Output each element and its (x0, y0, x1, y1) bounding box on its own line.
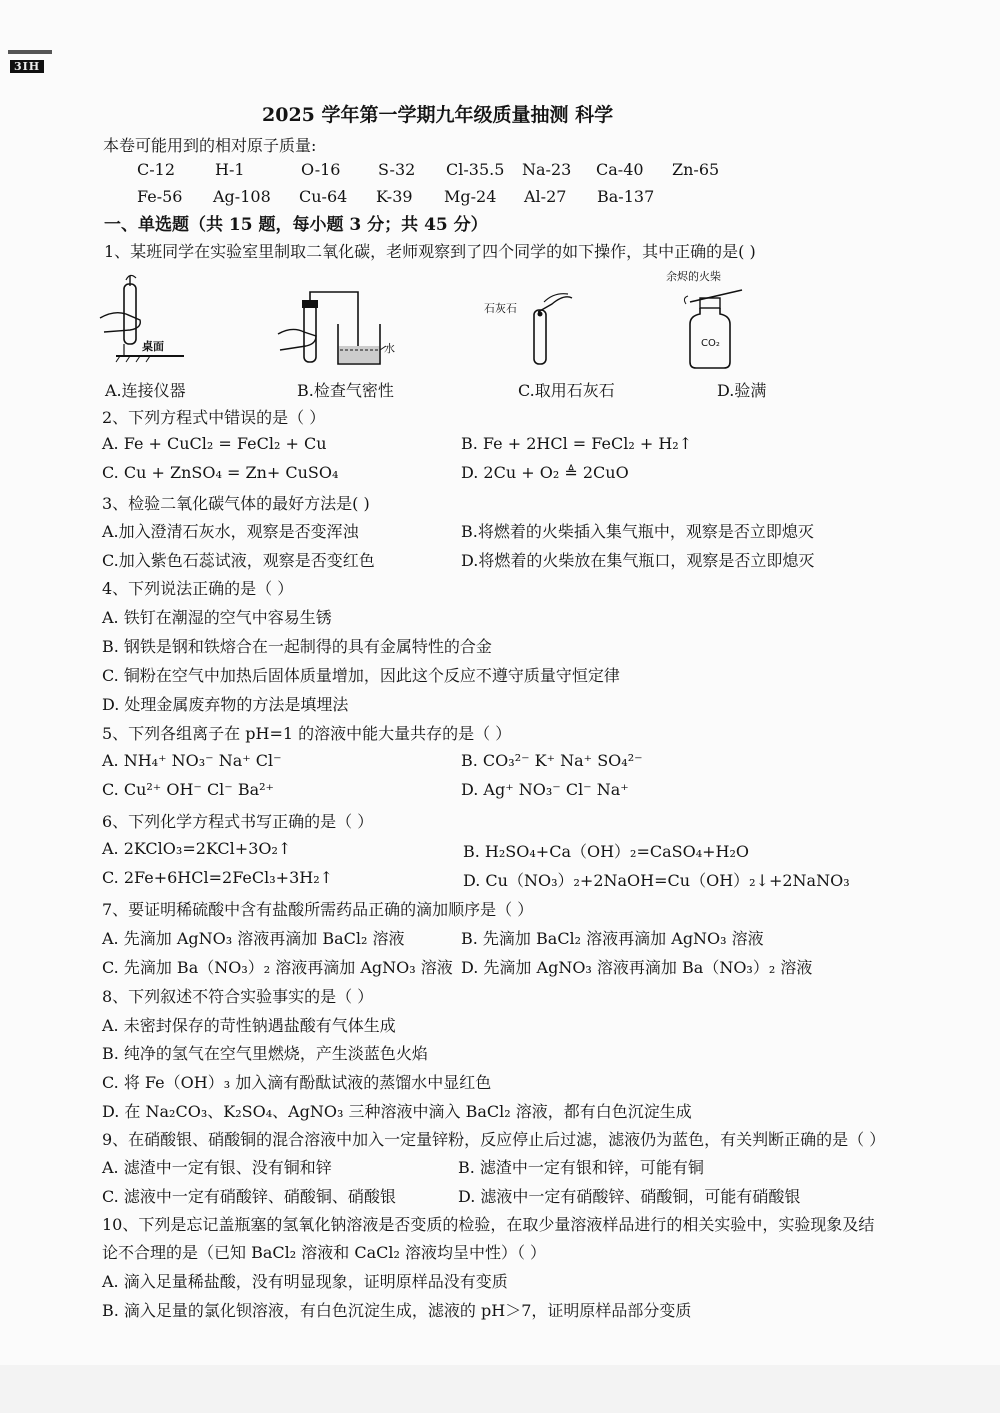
q6-option-b[interactable]: B. H₂SO₄+Ca（OH）₂=CaSO₄+H₂O (463, 842, 750, 861)
mass-item: Na-23 (522, 160, 572, 179)
q5-option-c[interactable]: C. Cu²⁺ OH⁻ Cl⁻ Ba²⁺ (102, 780, 274, 799)
q1-option-d[interactable]: D.验满 (717, 381, 767, 400)
q4-option-d[interactable]: D. 处理金属废弃物的方法是填埋法 (102, 695, 349, 714)
q8-option-d[interactable]: D. 在 Na₂CO₃、K₂SO₄、AgNO₃ 三种溶液中滴入 BaCl₂ 溶液，都有白色沉淀生成 (102, 1102, 692, 1121)
q7-option-c[interactable]: C. 先滴加 Ba（NO₃）₂ 溶液再滴加 AgNO₃ 溶液 (102, 958, 453, 977)
q4-option-a[interactable]: A. 铁钉在潮湿的空气中容易生锈 (102, 608, 332, 627)
q3-option-a[interactable]: A.加入澄清石灰水，观察是否变浑浊 (102, 522, 359, 541)
atomic-masses-label: 本卷可能用到的相对原子质量: (103, 136, 317, 155)
q7-option-d[interactable]: D. 先滴加 AgNO₃ 溶液再滴加 Ba（NO₃）₂ 溶液 (461, 958, 813, 977)
section-heading: 一、单选题（共 15 题，每小题 3 分；共 45 分） (104, 215, 488, 235)
q6-option-a[interactable]: A. 2KClO₃=2KCl+3O₂↑ (102, 839, 292, 858)
q3-option-d[interactable]: D.将燃着的火柴放在集气瓶口，观察是否立即熄灭 (461, 551, 815, 570)
mass-item: Mg-24 (444, 187, 497, 206)
question-7-stem: 7、要证明稀硫酸中含有盐酸所需药品正确的滴加顺序是（ ） (102, 900, 534, 919)
question-5-stem: 5、下列各组离子在 pH=1 的溶液中能大量共存的是（ ） (102, 724, 512, 743)
mass-item: H-1 (215, 160, 245, 179)
exam-title: 2025 学年第一学期九年级质量抽测 科学 (262, 104, 614, 126)
question-10-stem-line-1: 10、下列是忘记盖瓶塞的氢氧化钠溶液是否变质的检验，在取少量溶液样品进行的相关实验中，实验现象及结 (102, 1215, 875, 1234)
mass-item: Ba-137 (597, 187, 655, 206)
mass-item: Al-27 (524, 187, 567, 206)
q9-option-c[interactable]: C. 滤液中一定有硝酸锌、硝酸铜、硝酸银 (102, 1187, 396, 1206)
q3-option-b[interactable]: B.将燃着的火柴插入集气瓶中，观察是否立即熄灭 (461, 522, 814, 541)
q1-option-c[interactable]: C.取用石灰石 (518, 381, 615, 400)
mass-item: Fe-56 (137, 187, 183, 206)
question-10-stem-line-2: 论不合理的是（已知 BaCl₂ 溶液和 CaCl₂ 溶液均呈中性）（ ） (102, 1243, 547, 1262)
figure-airtightness-check (276, 288, 406, 368)
q9-option-d[interactable]: D. 滤液中一定有硝酸锌、硝酸铜，可能有硝酸银 (458, 1187, 801, 1206)
q5-option-b[interactable]: B. CO₃²⁻ K⁺ Na⁺ SO₄²⁻ (461, 751, 643, 770)
mass-item: K-39 (376, 187, 413, 206)
co2-label: CO₂ (701, 338, 720, 349)
mass-item: Zn-65 (672, 160, 720, 179)
q4-option-b[interactable]: B. 钢铁是钢和铁熔合在一起制得的具有金属特性的合金 (102, 637, 492, 656)
q1-option-b[interactable]: B.检查气密性 (297, 381, 394, 400)
q9-option-a[interactable]: A. 滤渣中一定有银、没有铜和锌 (102, 1158, 332, 1177)
figure-connect-apparatus (96, 272, 186, 364)
water-label: 水 (384, 342, 395, 355)
question-6-stem: 6、下列化学方程式书写正确的是（ ） (102, 812, 374, 831)
q7-option-b[interactable]: B. 先滴加 BaCl₂ 溶液再滴加 AgNO₃ 溶液 (461, 929, 764, 948)
mass-item: O-16 (301, 160, 341, 179)
q7-option-a[interactable]: A. 先滴加 AgNO₃ 溶液再滴加 BaCl₂ 溶液 (102, 929, 405, 948)
q8-option-a[interactable]: A. 未密封保存的苛性钠遇盐酸有气体生成 (102, 1016, 396, 1035)
page-bottom-margin (0, 1365, 1000, 1413)
q5-option-a[interactable]: A. NH₄⁺ NO₃⁻ Na⁺ Cl⁻ (102, 751, 282, 770)
q6-option-d[interactable]: D. Cu（NO₃）₂+2NaOH=Cu（OH）₂↓+2NaNO₃ (463, 871, 850, 890)
mass-item: Cu-64 (299, 187, 348, 206)
q2-option-a[interactable]: A. Fe + CuCl₂ = FeCl₂ + Cu (102, 434, 327, 453)
corner-code: 3IH (10, 60, 44, 73)
figure-take-limestone (482, 290, 582, 368)
mass-item: C-12 (137, 160, 176, 179)
q8-option-b[interactable]: B. 纯净的氢气在空气里燃烧，产生淡蓝色火焰 (102, 1044, 428, 1063)
q4-option-c[interactable]: C. 铜粉在空气中加热后固体质量增加，因此这个反应不遵守质量守恒定律 (102, 666, 620, 685)
question-3-stem: 3、检验二氧化碳气体的最好方法是( ) (102, 494, 370, 513)
q6-option-c[interactable]: C. 2Fe+6HCl=2FeCl₃+3H₂↑ (102, 868, 334, 887)
question-8-stem: 8、下列叙述不符合实验事实的是（ ） (102, 987, 374, 1006)
mass-item: Ca-40 (596, 160, 644, 179)
question-9-stem: 9、在硝酸银、硝酸铜的混合溶液中加入一定量锌粉，反应停止后过滤，滤液仍为蓝色，有关判断正确的是（ ） (102, 1130, 886, 1149)
desk-label: 桌面 (142, 340, 164, 353)
question-1-stem: 1、某班同学在实验室里制取二氧化碳，老师观察到了四个同学的如下操作，其中正确的是( ) (104, 242, 756, 261)
question-4-stem: 4、下列说法正确的是（ ） (102, 579, 294, 598)
q3-option-c[interactable]: C.加入紫色石蕊试液，观察是否变红色 (102, 551, 375, 570)
mass-item: Ag-108 (213, 187, 271, 206)
figure-gas-full-check (660, 268, 760, 372)
q10-option-a[interactable]: A. 滴入足量稀盐酸，没有明显现象，证明原样品没有变质 (102, 1272, 508, 1291)
q2-option-c[interactable]: C. Cu + ZnSO₄ = Zn+ CuSO₄ (102, 463, 339, 482)
q9-option-b[interactable]: B. 滤渣中一定有银和锌，可能有铜 (458, 1158, 704, 1177)
match-label: 余烬的火柴 (666, 270, 721, 283)
question-2-stem: 2、下列方程式中错误的是（ ） (102, 408, 326, 427)
q2-option-d[interactable]: D. 2Cu + O₂ ≜ 2CuO (461, 463, 629, 482)
mass-item: Cl-35.5 (446, 160, 505, 179)
q10-option-b[interactable]: B. 滴入足量的氯化钡溶液，有白色沉淀生成，滤液的 pH＞7，证明原样品部分变质 (102, 1301, 692, 1320)
limestone-label: 石灰石 (484, 302, 517, 315)
q1-option-a[interactable]: A.连接仪器 (105, 381, 186, 400)
corner-scan-mark (8, 50, 52, 54)
q5-option-d[interactable]: D. Ag⁺ NO₃⁻ Cl⁻ Na⁺ (461, 780, 629, 799)
mass-item: S-32 (378, 160, 416, 179)
q2-option-b[interactable]: B. Fe + 2HCl = FeCl₂ + H₂↑ (461, 434, 693, 453)
q8-option-c[interactable]: C. 将 Fe（OH）₃ 加入滴有酚酞试液的蒸馏水中显红色 (102, 1073, 492, 1092)
